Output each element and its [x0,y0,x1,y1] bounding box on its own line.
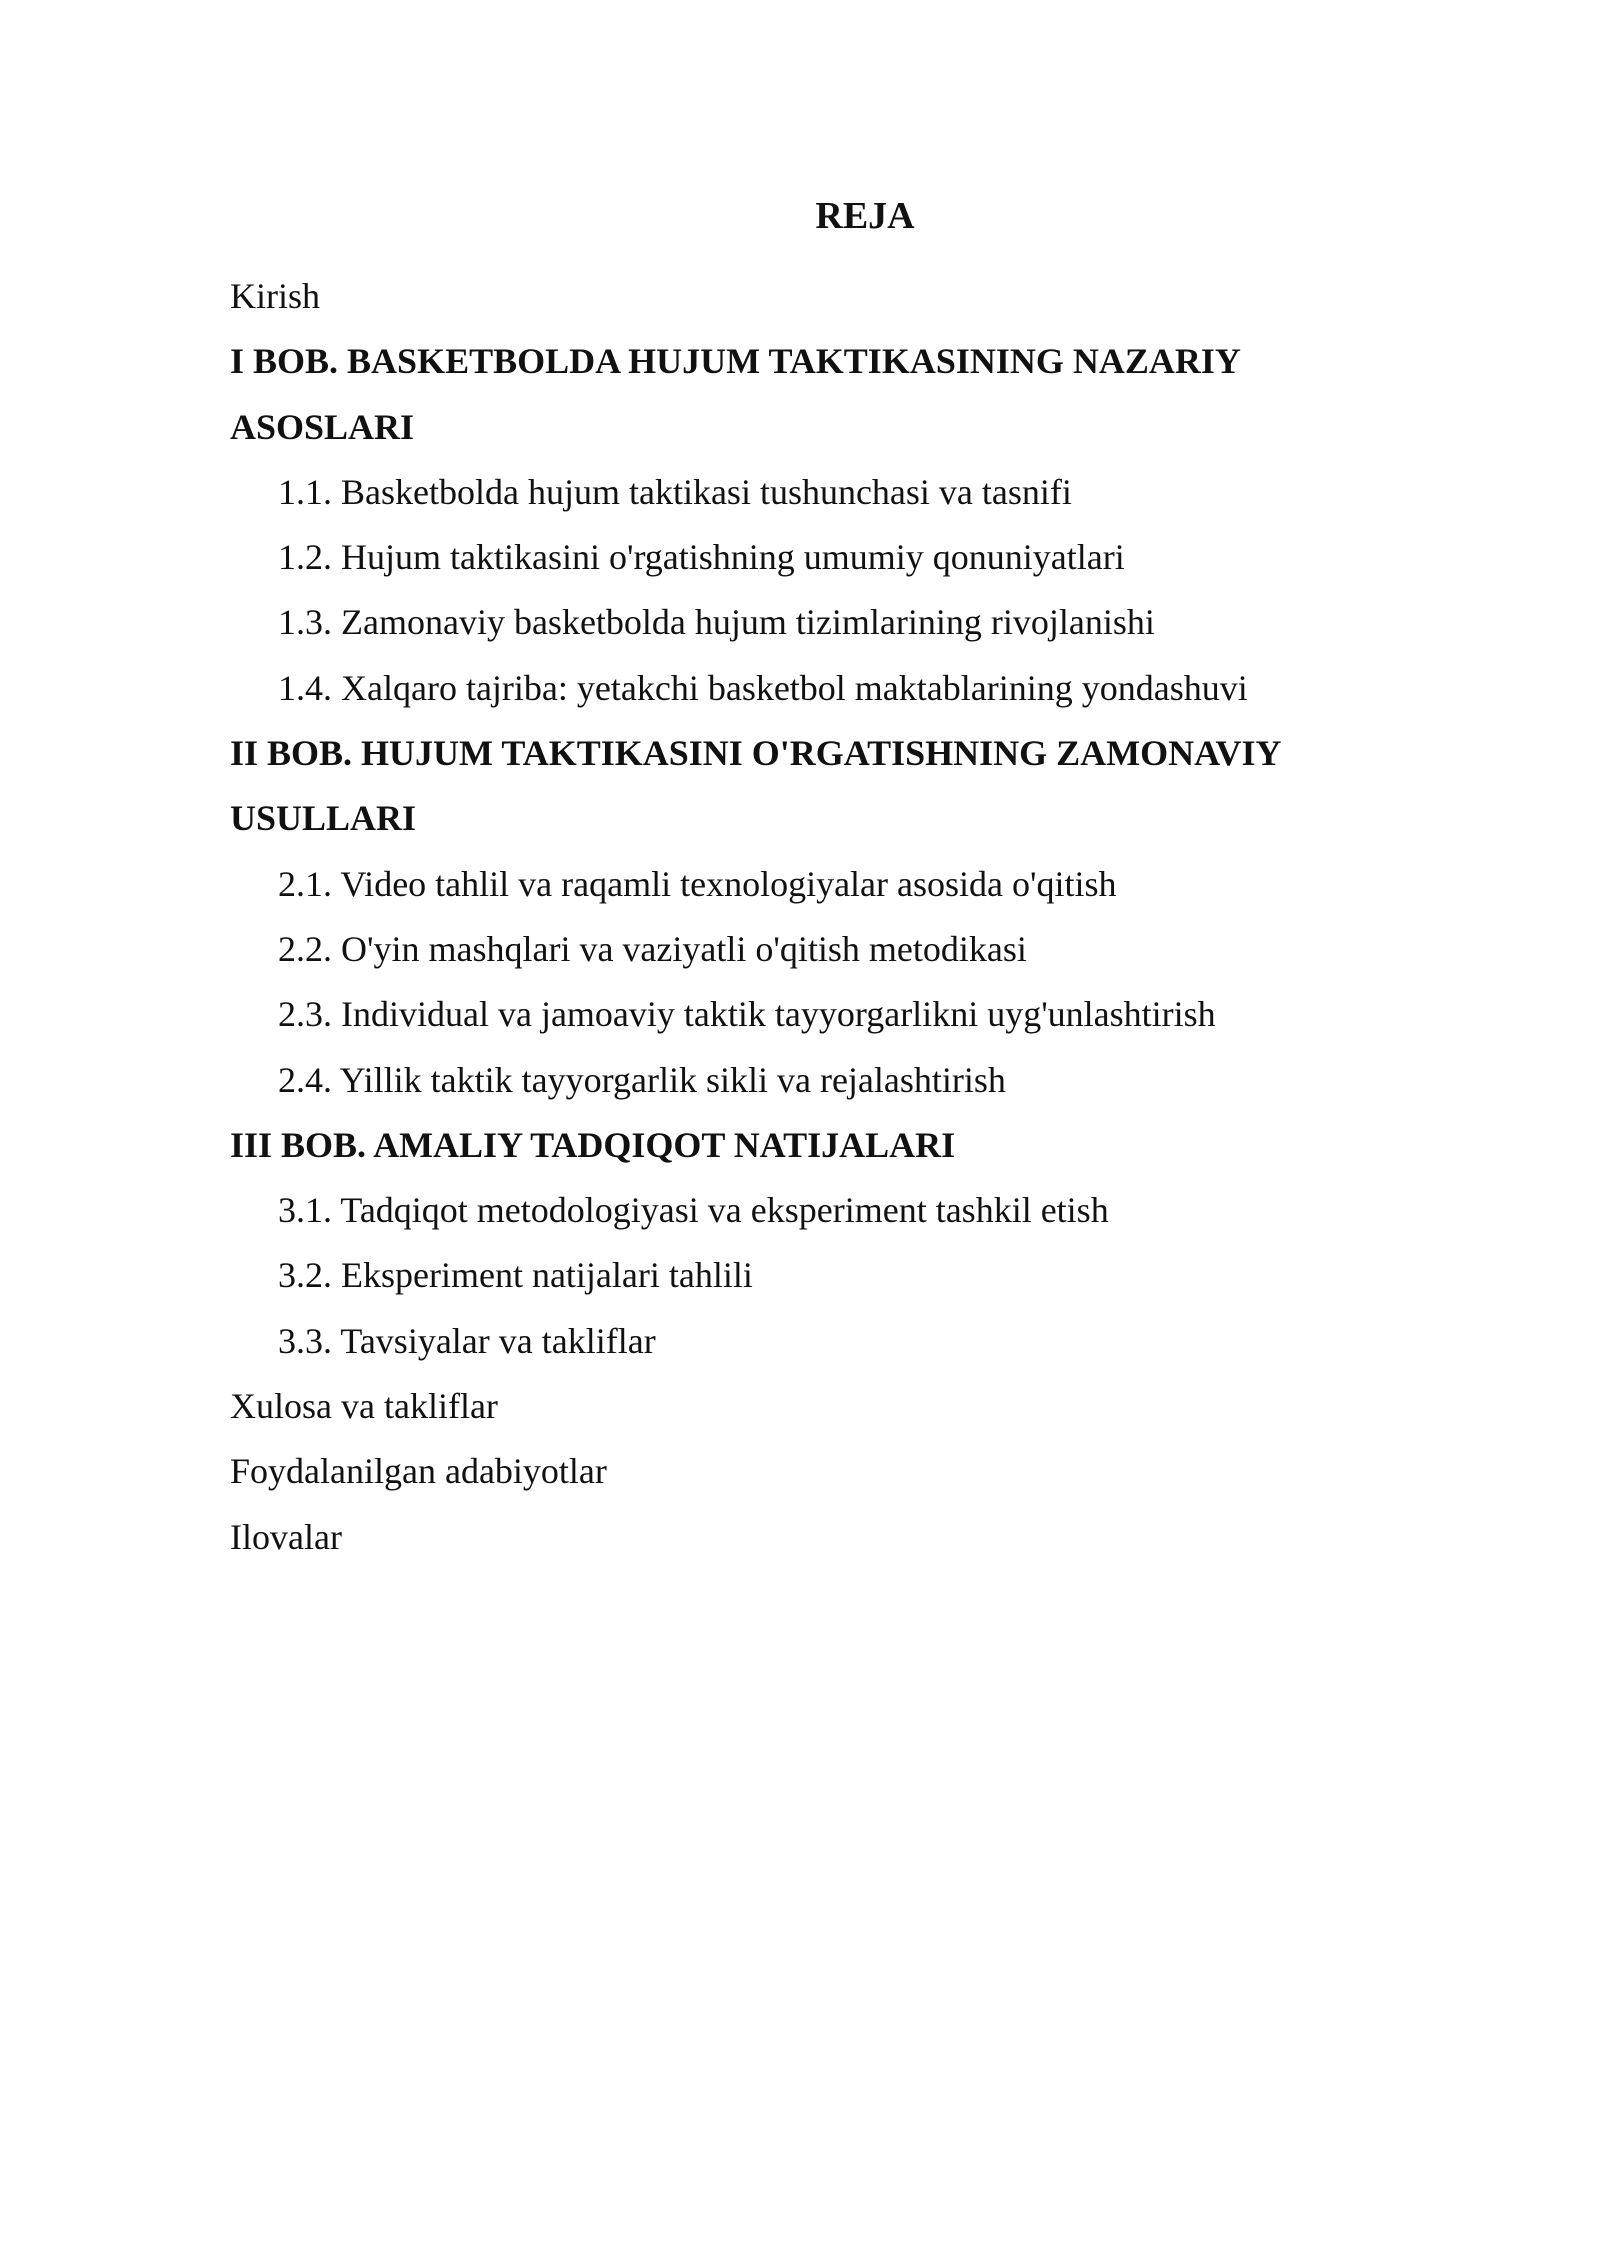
toc-entry-appendices: Ilovalar [230,1516,342,1557]
section-entry-3-1: 3.1. Tadqiqot metodologiyasi va eksperiment tashkil etish [278,1190,1109,1231]
section-entry-2-1: 2.1. Video tahlil va raqamli texnologiyalar asosida o'qitish [278,863,1117,904]
toc-entry-intro: Kirish [230,276,320,316]
section-entry-1-2: 1.2. Hujum taktikasini o'rgatishning umumiy qonuniyatlari [278,537,1125,578]
toc-entry-conclusion: Xulosa va takliflar [230,1386,498,1427]
section-entry-1-4: 1.4. Xalqaro tajriba: yetakchi basketbol maktablarining yondashuvi [278,667,1248,708]
toc-entry-references: Foydalanilgan adabiyotlar [230,1451,607,1492]
chapter-heading-3: III BOB. AMALIY TADQIQOT NATIJALARI [230,1124,956,1165]
table-of-contents [230,264,1390,1570]
chapter-heading-2: II BOB. HUJUM TAKTIKASINI O'RGATISHNING ZAMONAVIY USULLARI [230,733,1281,839]
section-entry-2-2: 2.2. O'yin mashqlari va vaziyatli o'qitish metodikasi [278,928,1027,969]
page-title: REJA [815,195,915,237]
section-entry-2-4: 2.4. Yillik taktik tayyorgarlik sikli va rejalashtirish [278,1059,1006,1100]
section-entry-2-3: 2.3. Individual va jamoaviy taktik tayyorgarlikni uyg'unlashtirish [278,994,1216,1035]
section-entry-3-3: 3.3. Tavsiyalar va takliflar [278,1320,656,1361]
chapter-heading-1: I BOB. BASKETBOLDA HUJUM TAKTIKASINING NAZARIY ASOSLARI [230,341,1240,447]
section-entry-1-3: 1.3. Zamonaviy basketbolda hujum tizimlarining rivojlanishi [278,602,1155,643]
section-entry-3-2: 3.2. Eksperiment natijalari tahlili [278,1255,753,1296]
section-entry-1-1: 1.1. Basketbolda hujum taktikasi tushunchasi va tasnifi [278,471,1072,512]
